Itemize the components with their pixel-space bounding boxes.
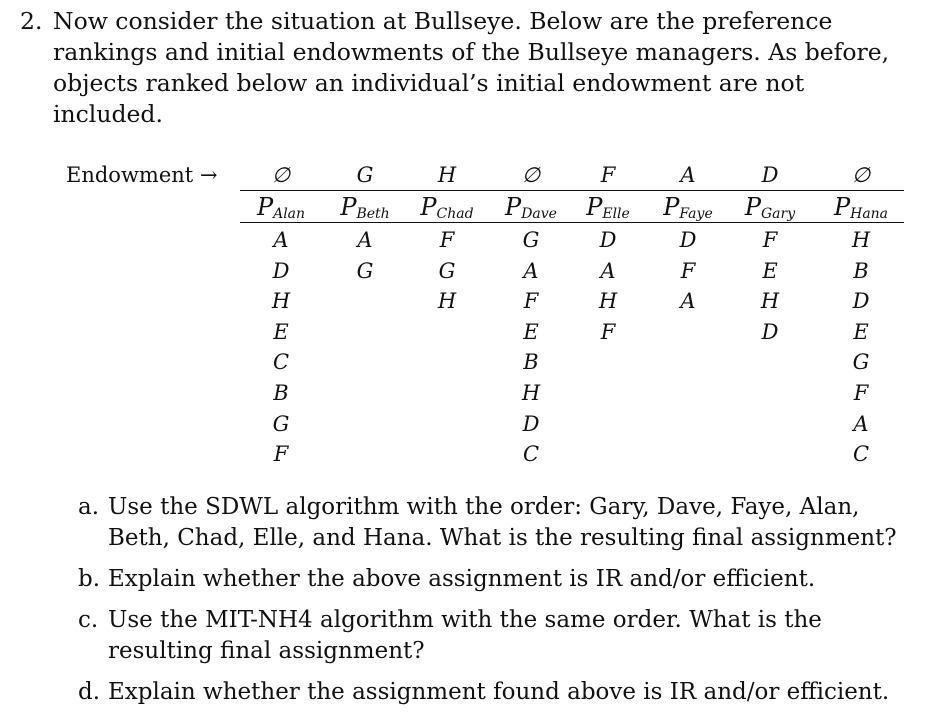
preference-cell: D	[599, 228, 617, 252]
preference-cell: D	[679, 228, 697, 252]
question-label: b.	[78, 566, 101, 592]
preference-cell: F	[762, 228, 778, 252]
pref-symbol: P	[744, 193, 761, 221]
column-header	[404, 192, 490, 226]
preference-cell: G	[522, 228, 540, 252]
problem-statement	[20, 6, 920, 130]
column-header	[727, 192, 813, 226]
endowment-label: Endowment →	[66, 163, 218, 187]
manager-name: Alan	[273, 206, 306, 222]
preference-cell: A	[357, 228, 373, 252]
preference-cell: F	[273, 442, 289, 467]
question-c	[78, 605, 908, 667]
preference-cell: H	[521, 381, 541, 405]
pref-symbol: P	[256, 193, 274, 221]
preference-cell: A	[273, 228, 289, 252]
preference-cell: E	[273, 319, 289, 344]
pref-symbol: P	[505, 193, 522, 221]
column-header	[565, 192, 651, 226]
preference-cell: H	[760, 289, 780, 314]
preference-cell: D	[272, 258, 290, 283]
preference-cell: A	[680, 289, 696, 314]
preference-cell: H	[437, 289, 457, 314]
column-header	[818, 192, 904, 226]
preference-cell: F	[853, 381, 869, 405]
preference-cell: G	[272, 411, 290, 436]
preference-cell: A	[523, 258, 539, 283]
question-text: Use the SDWL algorithm with the order: Gary, Dave, Faye, Alan, Beth, Chad, Elle, and Hana. What is the resulting final assignment?	[108, 494, 897, 551]
preference-cell: A	[853, 411, 869, 436]
column-header	[488, 192, 574, 226]
column-header	[322, 192, 408, 226]
preference-cell: H	[851, 228, 871, 252]
preference-cell: F	[439, 228, 455, 252]
problem-text: Now consider the situation at Bullseye. Below are the preference rankings and initial endowments of the Bullseye managers. As before, objects ranked below an individual’s initial endowment are not included.	[53, 7, 890, 128]
endowment-cell: ∅	[521, 163, 541, 187]
preference-cell: F	[680, 258, 696, 283]
question-label: c.	[78, 607, 99, 633]
endowment-cell: ∅	[851, 163, 871, 187]
question-label: d.	[78, 679, 101, 705]
preference-cell: C	[522, 442, 540, 467]
endowment-cell: ∅	[271, 163, 291, 187]
question-text: Use the MIT-NH4 algorithm with the same order. What is the resulting final assignment?	[108, 607, 822, 664]
manager-name: Hana	[850, 206, 889, 222]
column-header	[238, 192, 324, 226]
preference-cell: B	[853, 258, 869, 283]
preference-cell: H	[271, 289, 291, 314]
preference-cell: E	[853, 319, 869, 344]
manager-name: Beth	[356, 206, 390, 222]
preference-cell: B	[523, 350, 539, 375]
endowment-cell: G	[356, 163, 374, 187]
manager-name: Faye	[679, 206, 713, 222]
preference-cell: D	[761, 319, 779, 344]
preference-cell: A	[600, 258, 616, 283]
question-text: Explain whether the above assignment is IR and/or efficient.	[108, 566, 816, 592]
preference-cell: G	[852, 350, 870, 375]
preference-cell: E	[523, 319, 539, 344]
question-label: a.	[78, 494, 100, 520]
endowment-cell: D	[761, 163, 779, 187]
preference-cell: D	[852, 289, 870, 314]
preference-cell: G	[356, 258, 374, 283]
endowment-cell: F	[600, 163, 616, 187]
column-header	[645, 192, 731, 226]
preference-cell: C	[272, 350, 290, 375]
pref-symbol: P	[420, 193, 437, 221]
pref-symbol: P	[833, 193, 851, 221]
preference-cell: G	[438, 258, 456, 283]
preference-cell: H	[598, 289, 618, 314]
question-a	[78, 492, 908, 554]
problem-number: 2.	[20, 7, 43, 35]
question-text: Explain whether the assignment found above is IR and/or efficient.	[108, 679, 890, 705]
manager-name: Chad	[436, 206, 474, 222]
question-b	[78, 564, 908, 595]
preference-cell: D	[522, 411, 540, 436]
manager-name: Gary	[761, 206, 796, 222]
manager-name: Elle	[602, 206, 630, 222]
preference-cell: F	[600, 319, 616, 344]
pref-symbol: P	[663, 193, 680, 221]
question-d	[78, 677, 908, 708]
preference-cell: F	[523, 289, 539, 314]
manager-name: Dave	[521, 206, 557, 222]
endowment-cell: A	[680, 163, 696, 187]
preference-cell: B	[273, 381, 289, 405]
preference-cell: C	[852, 442, 870, 467]
endowment-cell: H	[437, 163, 457, 187]
pref-symbol: P	[340, 193, 357, 221]
preference-cell: E	[762, 258, 778, 283]
pref-symbol: P	[586, 193, 603, 221]
